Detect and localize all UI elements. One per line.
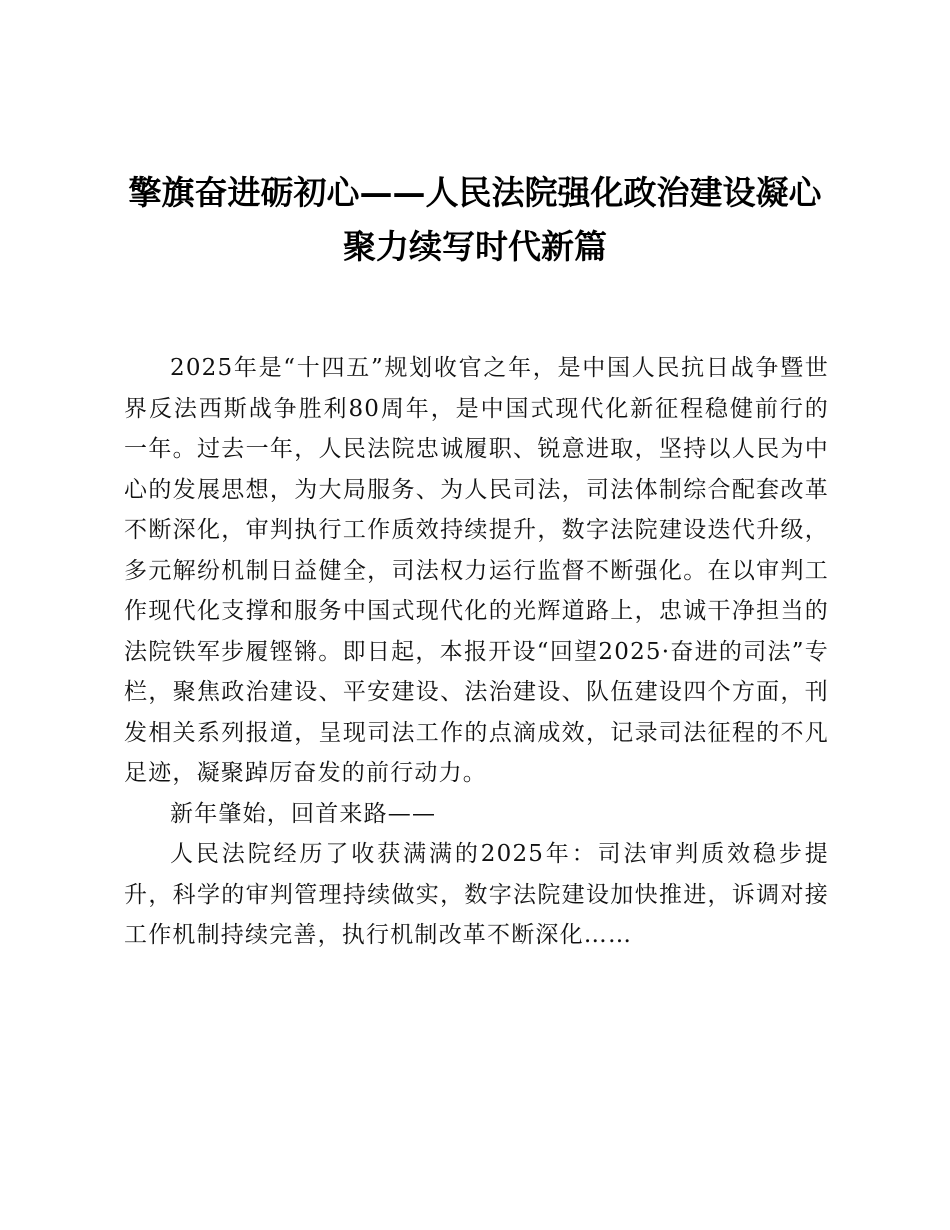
paragraph-intro: 2025年是“十四五”规划收官之年，是中国人民抗日战争暨世界反法西斯战争胜利80周年，是中国式现代化新征程稳健前行的一年。过去一年，人民法院忠诚履职、锐意进取，坚持以人民为中心的发展思想，为大局服务、为人民司法，司法体制综合配套改革不断深化，审判执行工作质效持续提升，数字法院建设迭代升级，多元解纷机制日益健全，司法权力运行监督不断强化。在以审判工作现代化支撑和服务中国式现代化的光辉道路上，忠诚干净担当的法院铁军步履铿锵。即日起，本报开设“回望2025·奋进的司法”专栏，聚焦政治建设、平安建设、法治建设、队伍建设四个方面，刊发相关系列报道，呈现司法工作的点滴成效，记录司法征程的不凡足迹，凝聚踔厉奋发的前行动力。 — [124, 355, 829, 786]
paragraph-new-year: 新年肇始，回首来路—— — [170, 800, 437, 827]
paragraph-achievements: 人民法院经历了收获满满的2025年：司法审判质效稳步提升，科学的审判管理持续做实，数字法院建设加快推进，诉调对接工作机制持续完善，执行机制改革不断深化…… — [124, 841, 829, 948]
document-title: 擎旗奋进砺初心——人民法院强化政治建设凝心聚力续写时代新篇 — [128, 173, 822, 266]
document-body — [124, 348, 829, 956]
